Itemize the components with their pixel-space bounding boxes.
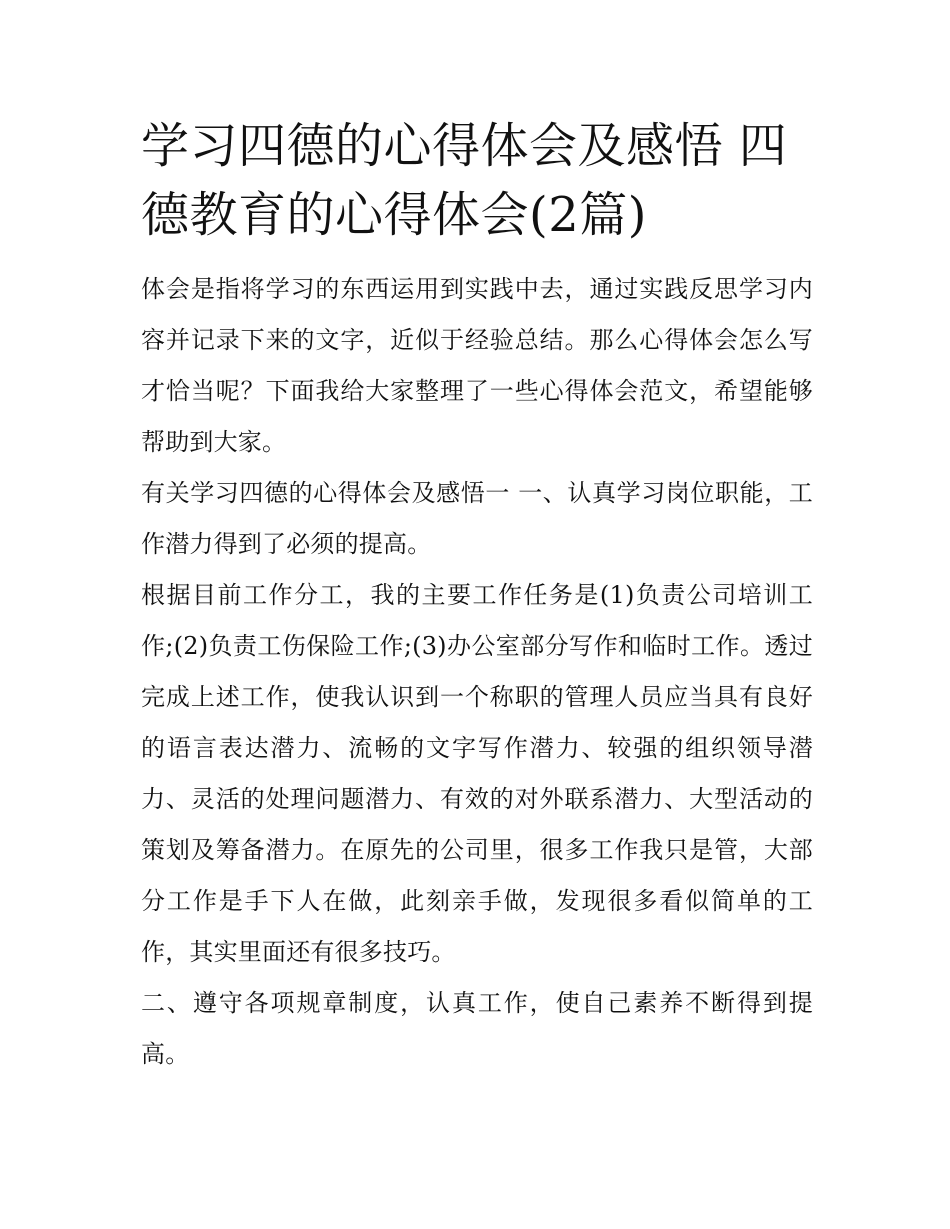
document-title: 学习四德的心得体会及感悟 四德教育的心得体会(2篇) (141, 118, 788, 243)
intro-paragraph: 体会是指将学习的东西运用到实践中去，通过实践反思学习内容并记录下来的文字，近似于经验总结。那么心得体会怎么写才恰当呢？下面我给大家整理了一些心得体会范文，希望能够帮助到大家。 (141, 275, 813, 456)
section-heading-paragraph: 有关学习四德的心得体会及感悟一 一、认真学习岗位职能，工作潜力得到了必须的提高。 (141, 479, 813, 558)
document-page (141, 112, 813, 1080)
work-tasks-paragraph: 根据目前工作分工，我的主要工作任务是(1)负责公司培训工作;(2)负责工伤保险工作;(3)办公室部分写作和临时工作。透过完成上述工作，使我认识到一个称职的管理人员应当具有良好的语言表达潜力、流畅的文字写作潜力、较强的组织领导潜力、灵活的处理问题潜力、有效的对外联系潜力、大型活动的策划及筹备潜力。在原先的公司里，很多工作我只是管，大部分工作是手下人在做，此刻亲手做，发现很多看似简单的工作，其实里面还有很多技巧。 (141, 581, 813, 966)
section-two-paragraph: 二、遵守各项规章制度，认真工作，使自己素养不断得到提高。 (141, 989, 813, 1068)
document-body (141, 264, 813, 1080)
